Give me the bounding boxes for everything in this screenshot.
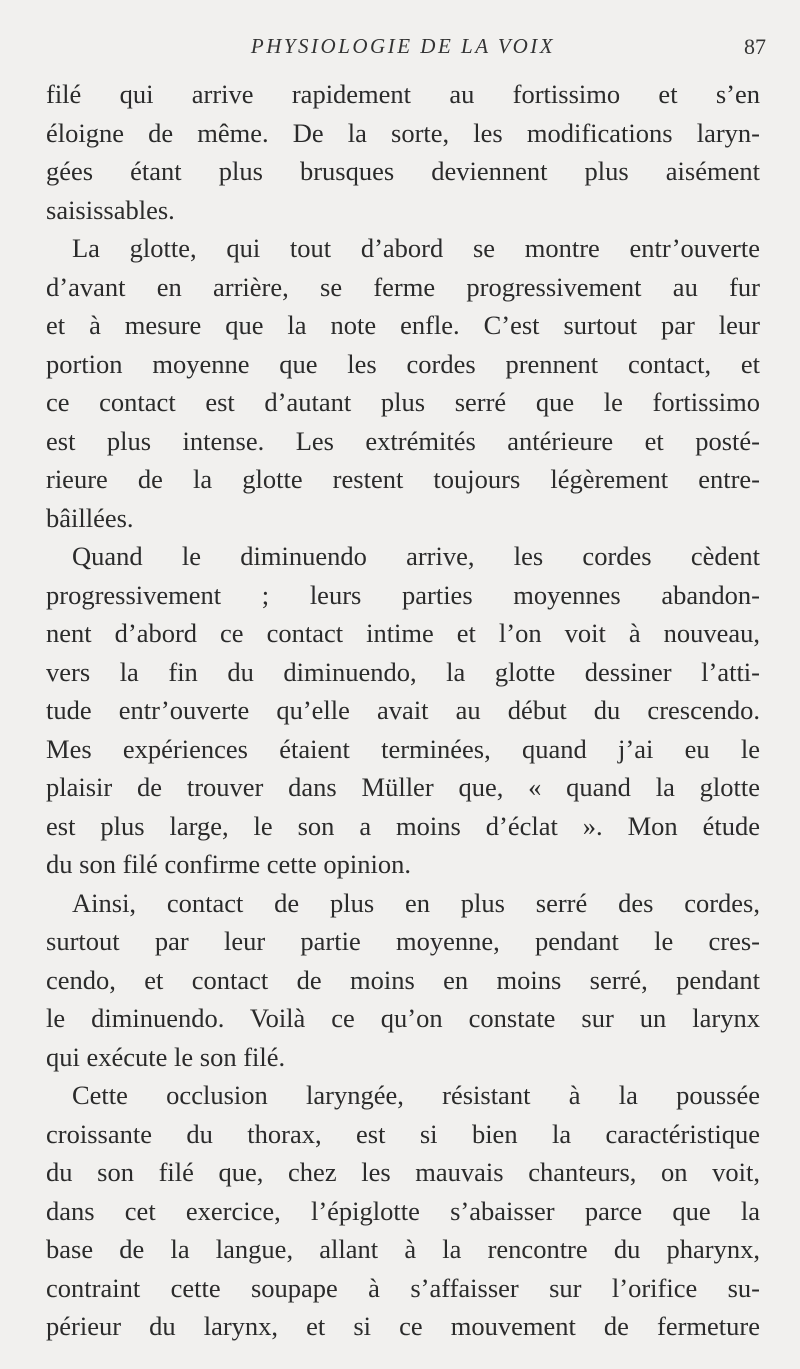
text-line: du son filé que, chez les mauvais chanteurs, on voit, [46,1157,760,1187]
text-line: saisissables. [46,194,175,225]
page-header [46,34,766,64]
text-line: nent d’abord ce contact intime et l’on voit à nouveau, [46,618,760,648]
text-line: gées étant plus brusques deviennent plus aisément [46,156,760,186]
text-line: ce contact est d’autant plus serré que le fortissimo [46,387,760,417]
text-line: La glotte, qui tout d’abord se montre entr’ouverte [72,233,760,263]
text-line: tude entr’ouverte qu’elle avait au début du crescendo. [46,695,760,725]
text-line: est plus large, le son a moins d’éclat ». Mon étude [46,810,760,841]
text-line: dans cet exercice, l’épiglotte s’abaisser parce que la [46,1195,760,1226]
text-line: éloigne de même. De la sorte, les modifications laryn- [46,117,760,148]
running-title: PHYSIOLOGIE DE LA VOIX [250,34,556,58]
text-line: Mes expériences étaient terminées, quand j’ai eu le [46,733,760,764]
text-line: et à mesure que la note enfle. C’est surtout par leur [46,310,760,340]
text-line: qui exécute le son filé. [46,1041,286,1072]
text-line: d’avant en arrière, se ferme progressivement au fur [46,271,760,302]
text-line: filé qui arrive rapidement au fortissimo et s’en [46,79,760,109]
text-line: cendo, et contact de moins en moins serré, pendant [46,964,760,995]
text-line: progressivement ; leurs parties moyennes abandon- [46,579,760,610]
text-line: contraint cette soupape à s’affaisser sur l’orifice su- [46,1272,760,1303]
text-line: base de la langue, allant à la rencontre du pharynx, [46,1234,760,1264]
text-line: du son filé confirme cette opinion. [46,849,412,879]
text-line: vers la fin du diminuendo, la glotte dessiner l’atti- [46,656,760,687]
text-line: bâillées. [46,502,134,533]
text-line: Quand le diminuendo arrive, les cordes cèdent [72,541,760,571]
text-line: surtout par leur partie moyenne, pendant le cres- [46,926,760,956]
text-line: plaisir de trouver dans Müller que, « quand la glotte [46,772,760,802]
text-line: portion moyenne que les cordes prennent contact, et [46,348,760,379]
text-line: Ainsi, contact de plus en plus serré des cordes, [72,887,760,918]
page-number: 87 [744,34,766,59]
text-line: est plus intense. Les extrémités antérieure et posté- [46,425,760,456]
text-line: rieure de la glotte restent toujours légèrement entre- [46,464,760,494]
text-line: périeur du larynx, et si ce mouvement de fermeture [46,1311,760,1341]
text-line: Cette occlusion laryngée, résistant à la poussée [72,1080,760,1110]
text-line: le diminuendo. Voilà ce qu’on constate sur un larynx [46,1003,760,1033]
body-text [46,75,760,1346]
text-line: croissante du thorax, est si bien la caractéristique [46,1118,760,1149]
